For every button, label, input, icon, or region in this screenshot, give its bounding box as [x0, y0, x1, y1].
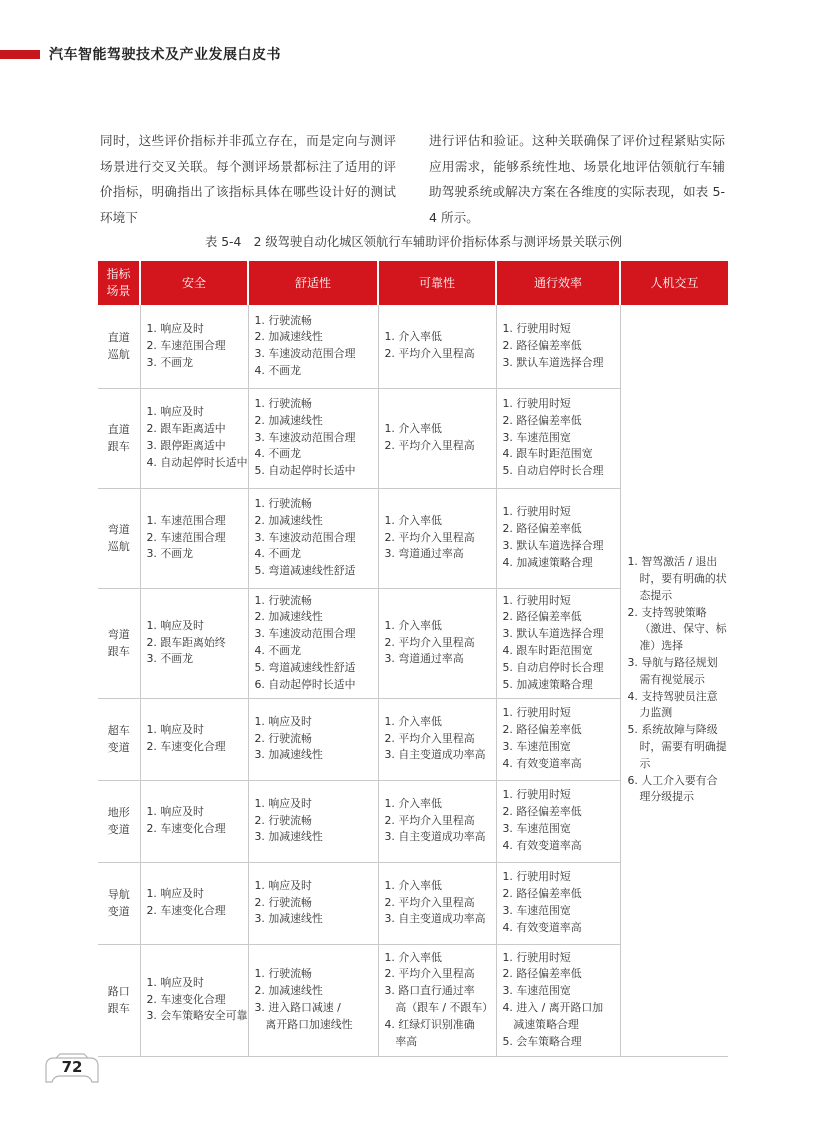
column-header-safety: 安全: [140, 261, 248, 305]
column-header-reliability: 可靠性: [378, 261, 496, 305]
table-caption: 表 5-4 2 级驾驶自动化城区领航行车辅助评价指标体系与测评场景关联示例: [205, 235, 622, 249]
list-item: 2. 行驶流畅: [254, 731, 312, 745]
list-item: 1. 行驶流畅: [254, 967, 312, 981]
comfort-cell: [248, 698, 378, 780]
list-item: 1. 行驶用时短: [502, 505, 571, 519]
list-item: 3. 路口直行通过率: [384, 984, 475, 998]
list-item: 3. 不画龙: [146, 547, 194, 561]
list-item: 1. 响应及时: [254, 878, 312, 892]
list-item: 4. 不画龙: [254, 447, 302, 461]
list-item: 1. 行驶用时短: [502, 593, 571, 607]
list-item: 2. 平均介入里程高: [384, 895, 475, 909]
list-item: 1. 响应及时: [146, 405, 204, 419]
list-item: 4. 有效变道率高: [502, 838, 582, 852]
reliability-cell: [378, 588, 496, 698]
reliability-cell: [378, 305, 496, 388]
list-item: 2. 车速范围合理: [146, 530, 226, 544]
list-item: 2. 加减速线性: [254, 984, 323, 998]
list-item: 2. 路径偏差率低: [502, 610, 582, 624]
list-item: 2. 车速变化合理: [146, 992, 226, 1006]
list-item: 3. 车速波动范围合理: [254, 347, 356, 361]
list-item: 2. 路径偏差率低: [502, 338, 582, 352]
safety-cell: [140, 698, 248, 780]
list-item: 3. 会车策略安全可靠: [146, 1009, 248, 1023]
safety-cell: [140, 305, 248, 388]
column-header-comfort: 舒适性: [248, 261, 378, 305]
list-item: 3. 自主变道成功率高: [384, 912, 486, 926]
comfort-list: [255, 878, 378, 928]
list-item: 减速策略合理: [502, 1017, 579, 1031]
list-item: 1. 介入率低: [384, 330, 442, 344]
list-item: 1. 介入率低: [384, 422, 442, 436]
scenario-cell: [98, 862, 140, 944]
safety-cell: [140, 488, 248, 588]
efficiency-list: [503, 321, 620, 371]
list-item: 5. 弯道减速线性舒适: [254, 660, 356, 674]
list-item: 3. 车速波动范围合理: [254, 430, 356, 444]
efficiency-list: [503, 504, 620, 571]
efficiency-cell: [496, 588, 620, 698]
scenario-label: 弯道: [107, 523, 130, 536]
list-item: 率高: [384, 1034, 418, 1048]
list-item: 2. 行驶流畅: [254, 813, 312, 827]
list-item: 4. 自动起停时长适中: [146, 455, 248, 469]
list-item: 3. 加减速线性: [254, 912, 323, 926]
list-item: 5. 加减速策略合理: [502, 677, 593, 691]
list-item: 1. 行驶流畅: [254, 497, 312, 510]
header-title: 汽车智能驾驶技术及产业发展白皮书: [49, 47, 281, 63]
list-item: 2. 车速范围合理: [146, 338, 226, 352]
list-item: 3. 导航与路径规划需有视觉展示: [627, 656, 718, 686]
list-item: 5. 自动启停时长合理: [502, 464, 604, 478]
corner-header-line: 指标: [106, 267, 131, 281]
list-item: 1. 介入率低: [384, 618, 442, 632]
list-item: 2. 路径偏差率低: [502, 967, 582, 981]
list-item: 1. 行驶流畅: [254, 397, 312, 410]
list-item: 4. 跟车时距范围宽: [502, 644, 593, 657]
reliability-cell: [378, 780, 496, 862]
list-item: 3. 自主变道成功率高: [384, 830, 486, 844]
list-item: 3. 车速波动范围合理: [254, 627, 356, 641]
list-item: 5. 会车策略合理: [502, 1034, 582, 1048]
safety-list: [147, 975, 248, 1025]
efficiency-cell: [496, 698, 620, 780]
list-item: 4. 跟车时距范围宽: [502, 447, 593, 461]
list-item: 4. 不画龙: [254, 547, 302, 561]
list-item: 3. 默认车道选择合理: [502, 627, 604, 641]
list-item: 6. 人工介入要有合理分级提示: [627, 773, 718, 804]
safety-list: [147, 722, 248, 756]
reliability-list: [385, 421, 496, 455]
column-header-hmi: 人机交互: [620, 261, 728, 305]
efficiency-cell: [496, 780, 620, 862]
comfort-list: [255, 796, 378, 846]
comfort-list: [255, 593, 378, 694]
efficiency-list: [503, 593, 620, 694]
intro-paragraph-left: 同时，这些评价指标并非孤立存在，而是定向与测评场景进行交叉关联。每个测评场景都标注了适用的评价指标，明确指出了该指标具体在哪些设计好的测试环境下: [100, 133, 396, 225]
comfort-cell: [248, 588, 378, 698]
comfort-list: [255, 714, 378, 764]
list-item: 2. 车速变化合理: [146, 740, 226, 753]
efficiency-list: [503, 787, 620, 854]
scenario-label: 巡航: [107, 348, 130, 362]
list-item: 3. 弯道通过率高: [384, 547, 464, 561]
reliability-list: [385, 513, 496, 563]
list-item: 1. 行驶流畅: [254, 593, 312, 607]
scenario-label: 变道: [107, 823, 130, 836]
safety-list: [147, 404, 248, 471]
safety-list: [147, 513, 248, 563]
list-item: 1. 响应及时: [146, 887, 204, 901]
reliability-list: [385, 329, 496, 363]
list-item: 1. 介入率低: [384, 513, 442, 527]
list-item: 3. 车速波动范围合理: [254, 530, 356, 544]
scenario-label: 跟车: [107, 1002, 130, 1015]
scenario-cell: [98, 698, 140, 780]
safety-cell: [140, 388, 248, 488]
list-item: 2. 加减速线性: [254, 513, 323, 527]
scenario-label: 变道: [107, 741, 130, 754]
list-item: 3. 弯道通过率高: [384, 652, 464, 666]
list-item: 1. 行驶用时短: [502, 950, 571, 964]
safety-list: [147, 886, 248, 920]
list-item: 3. 加减速线性: [254, 830, 323, 844]
comfort-list: [255, 496, 378, 580]
list-item: 2. 平均介入里程高: [384, 347, 475, 361]
list-item: 1. 行驶用时短: [502, 397, 571, 410]
comfort-cell: [248, 305, 378, 388]
list-item: 2. 平均介入里程高: [384, 635, 475, 649]
scenario-label: 直道: [107, 423, 130, 436]
safety-list: [147, 618, 248, 668]
scenario-cell: [98, 488, 140, 588]
hmi-cell: [620, 305, 728, 1056]
list-item: 1. 响应及时: [146, 975, 204, 989]
comfort-cell: [248, 488, 378, 588]
list-item: 3. 车速范围宽: [502, 740, 571, 753]
list-item: 2. 路径偏差率低: [502, 887, 582, 901]
list-item: 2. 车速变化合理: [146, 904, 226, 917]
list-item: 5. 弯道减速线性舒适: [254, 564, 356, 578]
comfort-cell: [248, 944, 378, 1056]
scenario-label: 路口: [107, 985, 130, 998]
header-accent-bar: [0, 50, 40, 59]
list-item: 2. 加减速线性: [254, 330, 323, 344]
list-item: 2. 平均介入里程高: [384, 530, 475, 544]
reliability-list: [385, 950, 496, 1051]
list-item: 1. 行驶用时短: [502, 870, 571, 884]
reliability-cell: [378, 388, 496, 488]
efficiency-cell: [496, 305, 620, 388]
comfort-cell: [248, 388, 378, 488]
list-item: 3. 不画龙: [146, 652, 194, 666]
corner-header: [98, 261, 140, 305]
scenario-label: 巡航: [107, 540, 130, 553]
list-item: 1. 介入率低: [384, 878, 442, 892]
scenario-label: 直道: [107, 331, 130, 345]
efficiency-list: [503, 869, 620, 936]
safety-list: [147, 804, 248, 838]
scenario-label: 地形: [107, 806, 130, 819]
efficiency-cell: [496, 388, 620, 488]
list-item: 1. 响应及时: [254, 796, 312, 810]
list-item: 4. 有效变道率高: [502, 756, 582, 770]
list-item: 4. 不画龙: [254, 644, 302, 657]
list-item: 5. 自动启停时长合理: [502, 660, 604, 674]
safety-cell: [140, 944, 248, 1056]
list-item: 4. 支持驾驶员注意力监测: [627, 689, 718, 720]
list-item: 3. 车速范围宽: [502, 904, 571, 917]
list-item: 1. 响应及时: [146, 322, 204, 336]
page-number: 72: [61, 1058, 83, 1076]
list-item: 3. 车速范围宽: [502, 984, 571, 998]
list-item: 2. 支持驾驶策略（激进、保守、标准）选择: [627, 605, 727, 653]
list-item: 2. 加减速线性: [254, 610, 323, 624]
reliability-list: [385, 878, 496, 928]
reliability-list: [385, 618, 496, 668]
list-item: 3. 自主变道成功率高: [384, 748, 486, 762]
list-item: 1. 行驶用时短: [502, 788, 571, 802]
list-item: 1. 介入率低: [384, 714, 442, 728]
list-item: 2. 平均介入里程高: [384, 439, 475, 452]
list-item: 3. 默认车道选择合理: [502, 539, 604, 552]
scenario-label: 导航: [107, 888, 130, 901]
list-item: 2. 路径偏差率低: [502, 522, 582, 536]
list-item: 1. 响应及时: [146, 618, 204, 632]
safety-cell: [140, 780, 248, 862]
list-item: 2. 路径偏差率低: [502, 413, 582, 427]
list-item: 1. 响应及时: [146, 805, 204, 819]
efficiency-list: [503, 950, 620, 1051]
list-item: 2. 平均介入里程高: [384, 967, 475, 981]
comfort-cell: [248, 780, 378, 862]
list-item: 1. 响应及时: [254, 714, 312, 728]
corner-header-line: 场景: [106, 284, 131, 298]
table-header-row: [98, 261, 728, 305]
list-item: 4. 不画龙: [254, 364, 302, 378]
list-item: 6. 自动起停时长适中: [254, 677, 356, 691]
list-item: 2. 路径偏差率低: [502, 805, 582, 819]
list-item: 5. 自动起停时长适中: [254, 464, 356, 478]
efficiency-list: [503, 705, 620, 772]
list-item: 4. 红绿灯识别准确: [384, 1017, 475, 1031]
hmi-list: [628, 554, 729, 806]
list-item: 2. 平均介入里程高: [384, 813, 475, 827]
list-item: 3. 进入路口减速 /: [254, 1001, 341, 1014]
scenario-label: 跟车: [107, 645, 130, 658]
list-item: 离开路口加速线性: [254, 1017, 353, 1031]
list-item: 3. 车速范围宽: [502, 822, 571, 835]
list-item: 1. 行驶用时短: [502, 322, 571, 336]
list-item: 3. 加减速线性: [254, 748, 323, 762]
list-item: 3. 跟停距离适中: [146, 439, 226, 452]
comfort-list: [255, 966, 378, 1033]
list-item: 1. 行驶用时短: [502, 706, 571, 720]
list-item: 3. 默认车道选择合理: [502, 355, 604, 369]
scenario-cell: [98, 944, 140, 1056]
list-item: 1. 行驶流畅: [254, 313, 312, 327]
efficiency-cell: [496, 488, 620, 588]
list-item: 5. 系统故障与降级时，需要有明确提示: [627, 723, 727, 770]
safety-list: [147, 321, 248, 371]
intro-paragraph-right: 进行评估和验证。这种关联确保了评价过程紧贴实际应用需求，能够系统性地、场景化地评估领航行车辅助驾驶系统或解决方案在各维度的实际表现，如表 5-4 所示。: [429, 133, 725, 225]
scenario-cell: [98, 588, 140, 698]
scenario-cell: [98, 305, 140, 388]
list-item: 2. 车速变化合理: [146, 822, 226, 835]
list-item: 1. 响应及时: [146, 723, 204, 737]
scenario-cell: [98, 780, 140, 862]
list-item: 1. 智驾激活 / 退出时，要有明确的状态提示: [627, 555, 727, 602]
list-item: 4. 有效变道率高: [502, 920, 582, 934]
efficiency-cell: [496, 944, 620, 1056]
comfort-list: [255, 396, 378, 480]
list-item: 2. 跟车距离适中: [146, 422, 226, 436]
safety-cell: [140, 588, 248, 698]
scenario-cell: [98, 388, 140, 488]
indicator-scenario-table: [98, 261, 728, 1057]
efficiency-list: [503, 396, 620, 480]
scenario-label: 弯道: [107, 628, 130, 641]
efficiency-cell: [496, 862, 620, 944]
table-row: [98, 305, 728, 388]
list-item: 2. 行驶流畅: [254, 895, 312, 909]
list-item: 4. 进入 / 离开路口加: [502, 1001, 604, 1014]
reliability-cell: [378, 944, 496, 1056]
list-item: 1. 介入率低: [384, 950, 442, 964]
list-item: 3. 不画龙: [146, 355, 194, 369]
reliability-cell: [378, 488, 496, 588]
list-item: 2. 跟车距离始终: [146, 635, 226, 649]
scenario-label: 跟车: [107, 440, 130, 453]
scenario-label: 超车: [107, 724, 130, 737]
list-item: 2. 平均介入里程高: [384, 731, 475, 745]
comfort-list: [255, 313, 378, 380]
reliability-list: [385, 796, 496, 846]
list-item: 3. 车速范围宽: [502, 430, 571, 444]
column-header-efficiency: 通行效率: [496, 261, 620, 305]
reliability-cell: [378, 698, 496, 780]
list-item: 高（跟车 / 不跟车）: [384, 1001, 494, 1014]
list-item: 2. 加减速线性: [254, 413, 323, 427]
list-item: 1. 车速范围合理: [146, 513, 226, 527]
list-item: 1. 介入率低: [384, 796, 442, 810]
scenario-label: 变道: [107, 905, 130, 918]
list-item: 2. 路径偏差率低: [502, 723, 582, 737]
reliability-cell: [378, 862, 496, 944]
comfort-cell: [248, 862, 378, 944]
list-item: 4. 加减速策略合理: [502, 555, 593, 569]
safety-cell: [140, 862, 248, 944]
reliability-list: [385, 714, 496, 764]
